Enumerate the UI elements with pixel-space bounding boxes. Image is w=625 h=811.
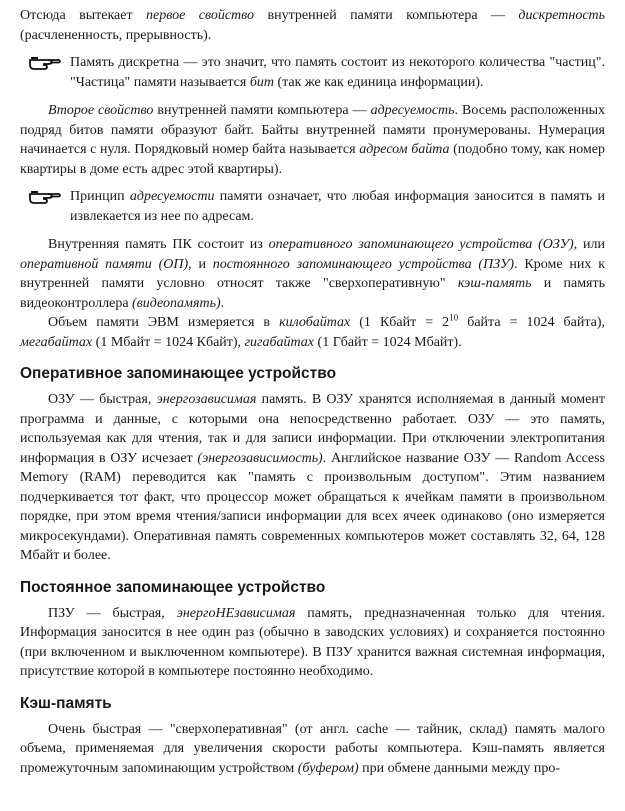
paragraph-internal-memory: Внутренняя память ПК состоит из оперативного запоминающего устройства (ОЗУ), или оперативной памяти (ОП), и постоянного запоминающего устройства (ПЗУ). Кроме них к внутренней памяти условно относят также "сверхоперативную" кэш-память и память видеоконтроллера (видеопамять). xyxy=(20,237,605,311)
paragraph-addressability: Второе свойство внутренней памяти компьютера — адресуемость. Восемь расположенных подряд битов памяти образуют байт. Байты внутренней памяти пронумерованы. Нумерация начинается с нуля. Порядковый номер байта называется адресом байта (подобно тому, как номер квартиры в доме есть адрес этой квартиры). xyxy=(20,103,606,177)
heading-rom: Постоянное запоминающее устройство xyxy=(20,578,326,596)
paragraph-discreteness-intro: Отсюда вытекает первое свойство внутренней памяти компьютера — дискретность (расчлененность, прерывность). xyxy=(20,8,606,43)
note-addressability: Принцип адресуемости памяти означает, что любая информация заносится в память и извлекается из нее по адресам. xyxy=(20,187,605,226)
pointing-hand-icon xyxy=(28,54,62,72)
heading-ram: Оперативное запоминающее устройство xyxy=(20,365,337,382)
pointing-hand-icon xyxy=(28,188,62,206)
note-discreteness: Память дискретна — это значит, что память состоит из некоторого количества "частиц". "Частица" памяти называется бит (так же как единица информации). xyxy=(20,53,605,92)
paragraph-memory-units: Объем памяти ЭВМ измеряется в килобайтах (1 Кбайт = $2^{10}$ байта = 1024 байта), мегабайтах (1 Мбайт = 1024 Кбайт), гигабайтах (1 Гбайт = 1024 Мбайт). xyxy=(20,312,605,350)
paragraph-rom: ПЗУ — быстрая, энергоНЕзависимая память, предназначенная только для чтения. Информация заносится в нее один раз (обычно в заводских условиях) и сохраняется постоянно (при включенном и выключенном компьютере). В ПЗУ хранится важная системная информация, присутствие которой в компьютере постоянно необходимо. xyxy=(20,605,606,679)
heading-cache: Кэш-память xyxy=(20,694,112,712)
paragraph-cache: Очень быстрая — "сверхоперативная" (от англ. cache — тайник, склад) память малого объема, применяемая для увеличения скорости работы компьютера. Кэш-память является промежуточным запоминающим устройством (буфером) при обмене данными между про- xyxy=(20,721,605,776)
paragraph-ram: ОЗУ — быстрая, энергозависимая память. В ОЗУ хранятся исполняемая в данный момент программа и данные, с которыми она непосредственно работает. ОЗУ — это память, используемая как для чтения, так и для записи информации. При отключении электропитания информация в ОЗУ исчезает (энергозависимость). Английское название ОЗУ — Random Access Memory (RAM) переводится как "память с произвольным доступом". Этим названием подчеркивается тот факт, что процессор может обращаться к ячейкам памяти в произвольном порядке, при этом время чтения/записи информации для всех ячеек одинаково (оно измеряется микросекундами). Оперативная память современных компьютеров может составлять 32, 64, 128 Мбайт и более. xyxy=(20,392,605,563)
